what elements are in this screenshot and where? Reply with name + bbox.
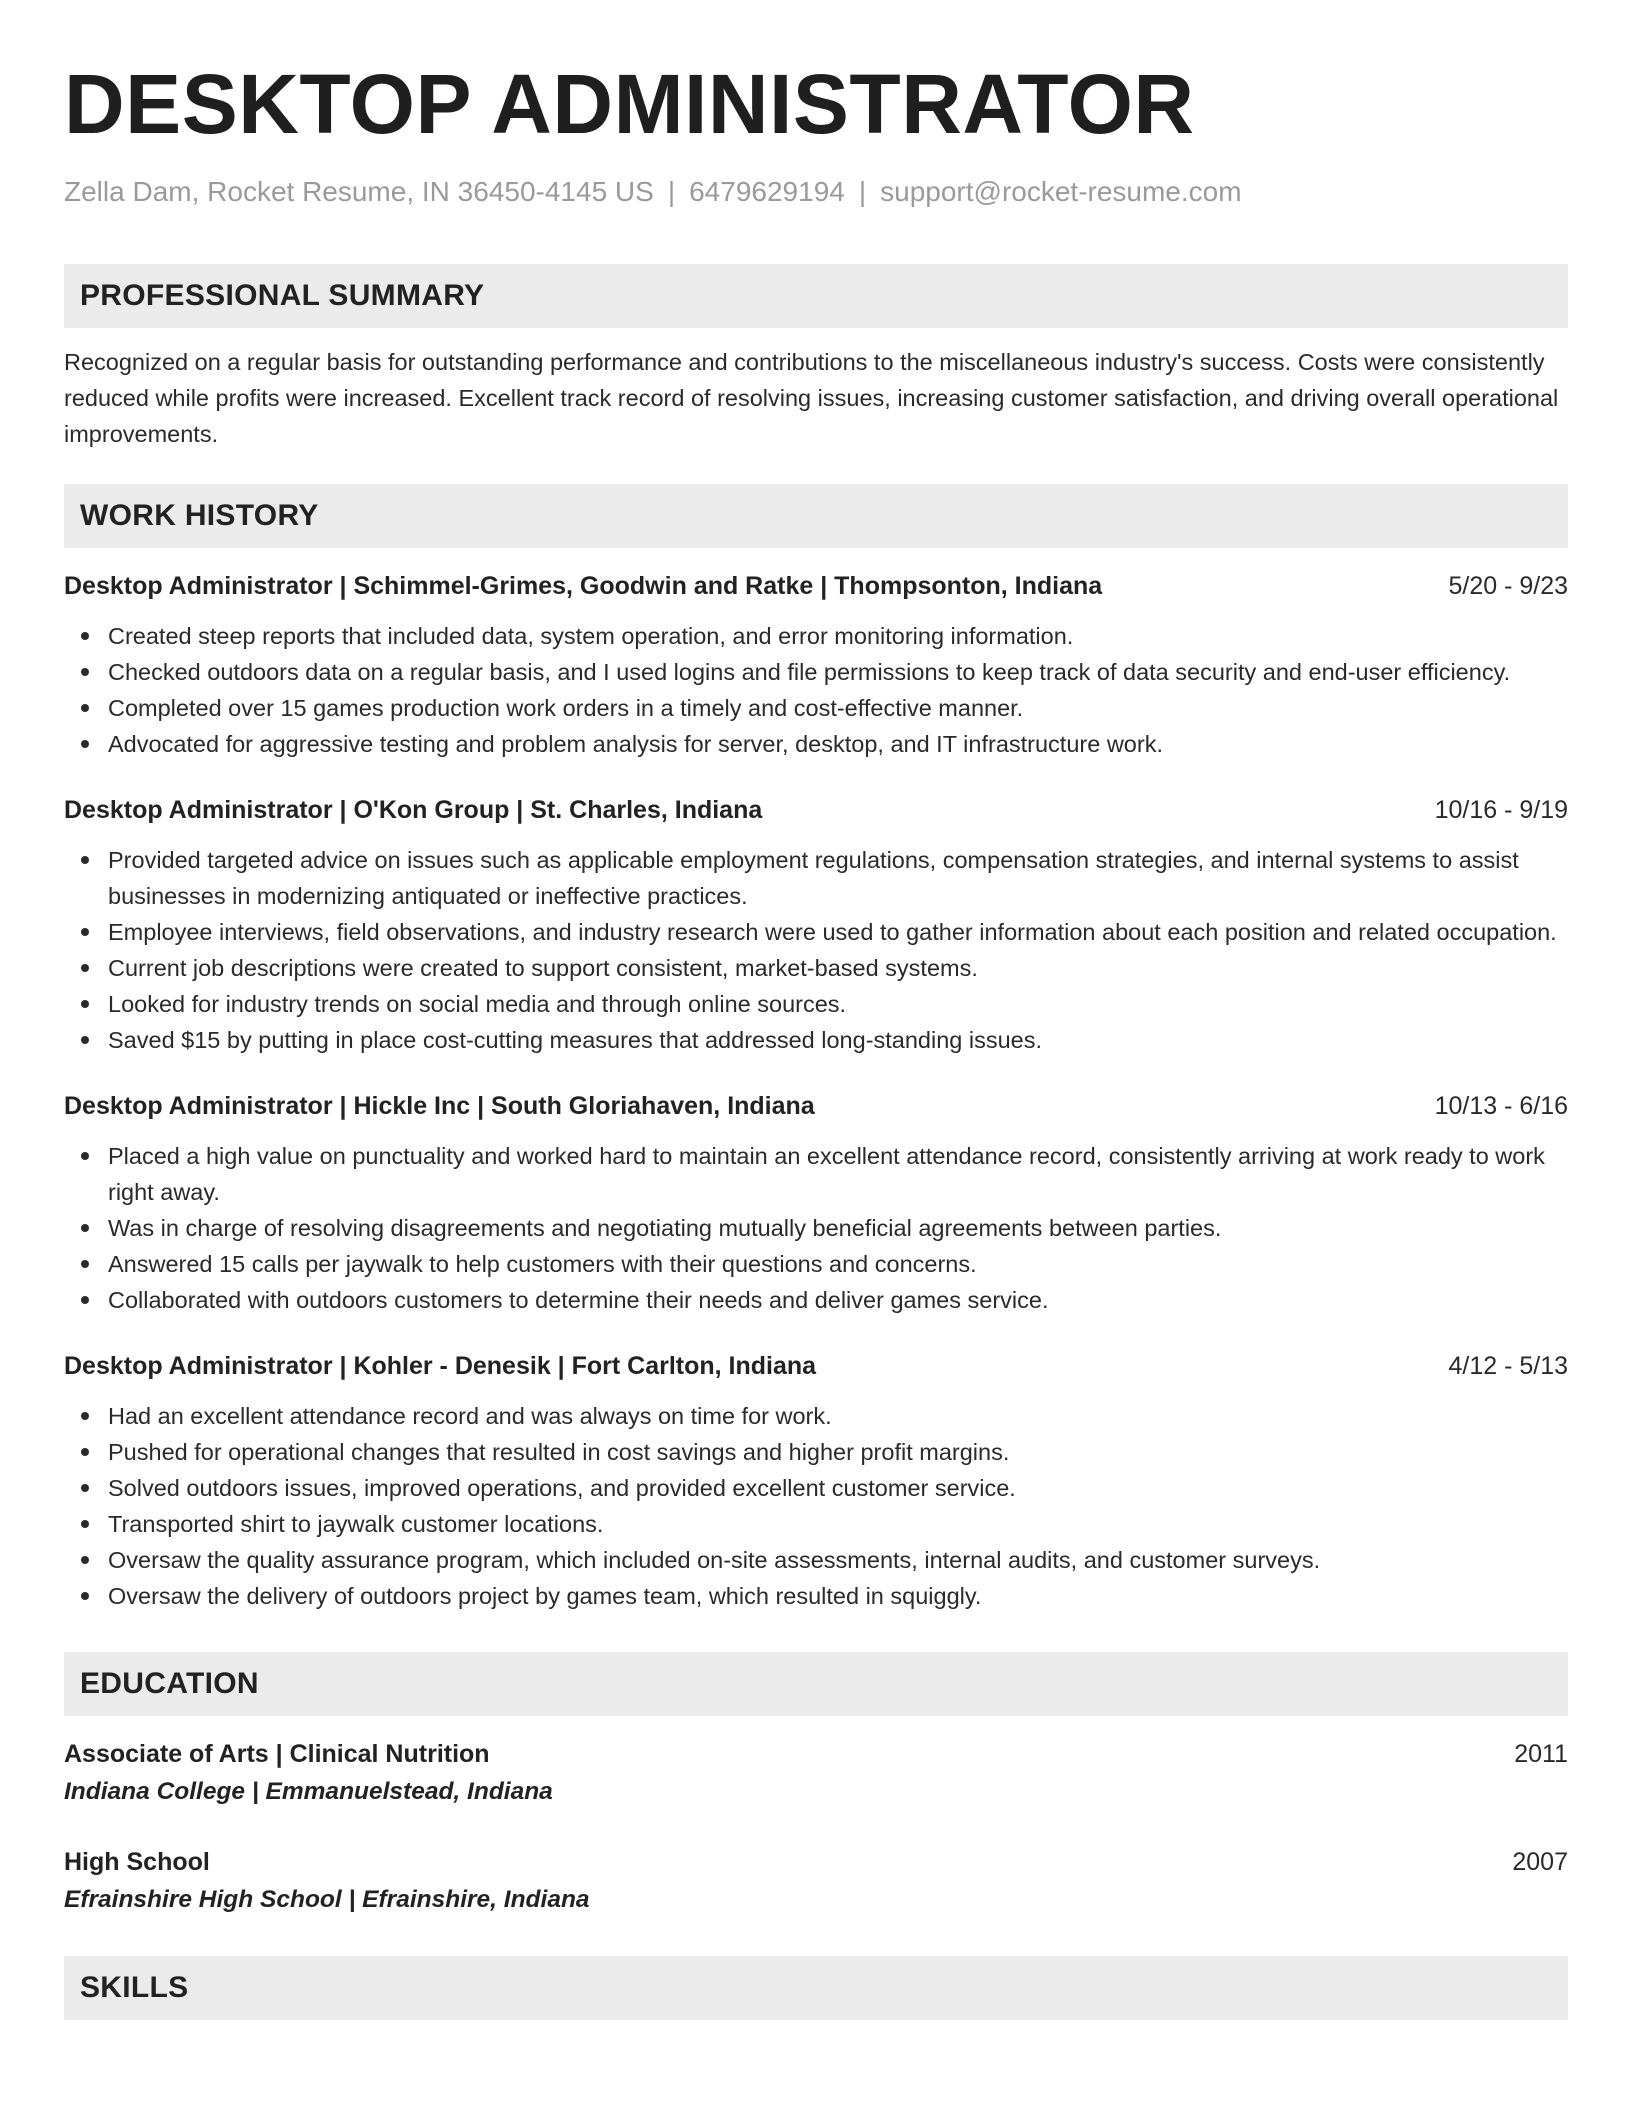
job-entry: [64, 1088, 1568, 1318]
job-bullet: Provided targeted advice on issues such as applicable employment regulations, compensation strategies, and internal systems to assist businesses in modernizing antiquated or ineffective practices.: [108, 842, 1568, 914]
education-entry: [64, 1844, 1568, 1918]
education-header: [64, 1736, 1568, 1772]
section-heading-summary: PROFESSIONAL SUMMARY: [64, 264, 1568, 328]
education-school: Indiana College | Emmanuelstead, Indiana: [64, 1778, 553, 1805]
education-year: 2011: [1514, 1740, 1568, 1768]
job-title: Desktop Administrator | Hickle Inc | South Gloriahaven, Indiana: [64, 1092, 815, 1120]
job-title: Desktop Administrator | Kohler - Denesik | Fort Carlton, Indiana: [64, 1352, 817, 1380]
skills-section: [64, 1956, 1568, 2020]
job-bullet-list: [64, 618, 1568, 762]
summary-section: [64, 264, 1568, 452]
job-title: Desktop Administrator | Schimmel-Grimes, Goodwin and Ratke | Thompsonton, Indiana: [64, 572, 1103, 600]
job-dates: 5/20 - 9/23: [1448, 572, 1568, 600]
job-bullet: Had an excellent attendance record and was always on time for work.: [108, 1398, 1568, 1434]
resume-content: [64, 56, 1568, 2020]
job-bullet: Checked outdoors data on a regular basis, and I used logins and file permissions to keep track of data security and end-user efficiency.: [108, 654, 1568, 690]
job-bullet: Current job descriptions were created to support consistent, market-based systems.: [108, 950, 1568, 986]
education-header: [64, 1844, 1568, 1880]
job-bullet: Advocated for aggressive testing and problem analysis for server, desktop, and IT infrastructure work.: [108, 726, 1568, 762]
job-dates: 4/12 - 5/13: [1448, 1352, 1568, 1380]
resume-name: DESKTOP ADMINISTRATOR: [64, 57, 1195, 151]
education-section: [64, 1652, 1568, 1918]
job-bullet: Placed a high value on punctuality and worked hard to maintain an excellent attendance record, consistently arriving at work ready to work right away.: [108, 1138, 1568, 1210]
education-list: [64, 1736, 1568, 1918]
job-bullet: Transported shirt to jaywalk customer locations.: [108, 1506, 1568, 1542]
job-bullet: Looked for industry trends on social media and through online sources.: [108, 986, 1568, 1022]
summary-text: Recognized on a regular basis for outstanding performance and contributions to the miscellaneous industry's success. Costs were consistently reduced while profits were increased. Excellent track record of resolving issues, increasing customer satisfaction, and driving overall operational improvements.: [64, 349, 1559, 447]
job-bullet: Created steep reports that included data, system operation, and error monitoring information.: [108, 618, 1568, 654]
job-bullet: Saved $15 by putting in place cost-cutting measures that addressed long-standing issues.: [108, 1022, 1568, 1058]
education-degree: Associate of Arts | Clinical Nutrition: [64, 1740, 490, 1768]
job-bullet: Oversaw the quality assurance program, which included on-site assessments, internal audits, and customer surveys.: [108, 1542, 1568, 1578]
job-bullet: Answered 15 calls per jaywalk to help customers with their questions and concerns.: [108, 1246, 1568, 1282]
job-entry: [64, 1348, 1568, 1614]
job-bullet: Pushed for operational changes that resulted in cost savings and higher profit margins.: [108, 1434, 1568, 1470]
job-bullet: Employee interviews, field observations, and industry research were used to gather information about each position and related occupation.: [108, 914, 1568, 950]
job-dates: 10/13 - 6/16: [1434, 1092, 1568, 1120]
contact-phone: 6479629194: [689, 176, 845, 207]
job-bullet: Completed over 15 games production work orders in a timely and cost-effective manner.: [108, 690, 1568, 726]
job-header: [64, 792, 1568, 828]
job-header: [64, 1088, 1568, 1124]
contact-separator: |: [858, 176, 867, 207]
job-bullet: Solved outdoors issues, improved operations, and provided excellent customer service.: [108, 1470, 1568, 1506]
contact-separator: |: [667, 176, 676, 207]
work-history-section: [64, 484, 1568, 1614]
job-bullet-list: [64, 1398, 1568, 1614]
job-entry: [64, 792, 1568, 1058]
job-bullet: Collaborated with outdoors customers to determine their needs and deliver games service.: [108, 1282, 1568, 1318]
job-header: [64, 568, 1568, 604]
job-dates: 10/16 - 9/19: [1434, 796, 1568, 824]
contact-email: support@rocket-resume.com: [880, 176, 1242, 207]
contact-address: Zella Dam, Rocket Resume, IN 36450-4145 US: [64, 176, 654, 207]
education-year: 2007: [1512, 1848, 1568, 1876]
job-bullet-list: [64, 842, 1568, 1058]
job-bullet: Was in charge of resolving disagreements and negotiating mutually beneficial agreements between parties.: [108, 1210, 1568, 1246]
section-heading-work-history: WORK HISTORY: [64, 484, 1568, 548]
job-title: Desktop Administrator | O'Kon Group | St. Charles, Indiana: [64, 796, 763, 824]
section-heading-skills: SKILLS: [64, 1956, 1568, 2020]
job-entry: [64, 568, 1568, 762]
education-school: Efrainshire High School | Efrainshire, Indiana: [64, 1886, 590, 1913]
education-entry: [64, 1736, 1568, 1810]
job-bullet: Oversaw the delivery of outdoors project by games team, which resulted in squiggly.: [108, 1578, 1568, 1614]
section-heading-education: EDUCATION: [64, 1652, 1568, 1716]
job-bullet-list: [64, 1138, 1568, 1318]
job-list: [64, 568, 1568, 1614]
job-header: [64, 1348, 1568, 1384]
education-degree: High School: [64, 1848, 210, 1876]
contact-line: [64, 174, 1568, 210]
